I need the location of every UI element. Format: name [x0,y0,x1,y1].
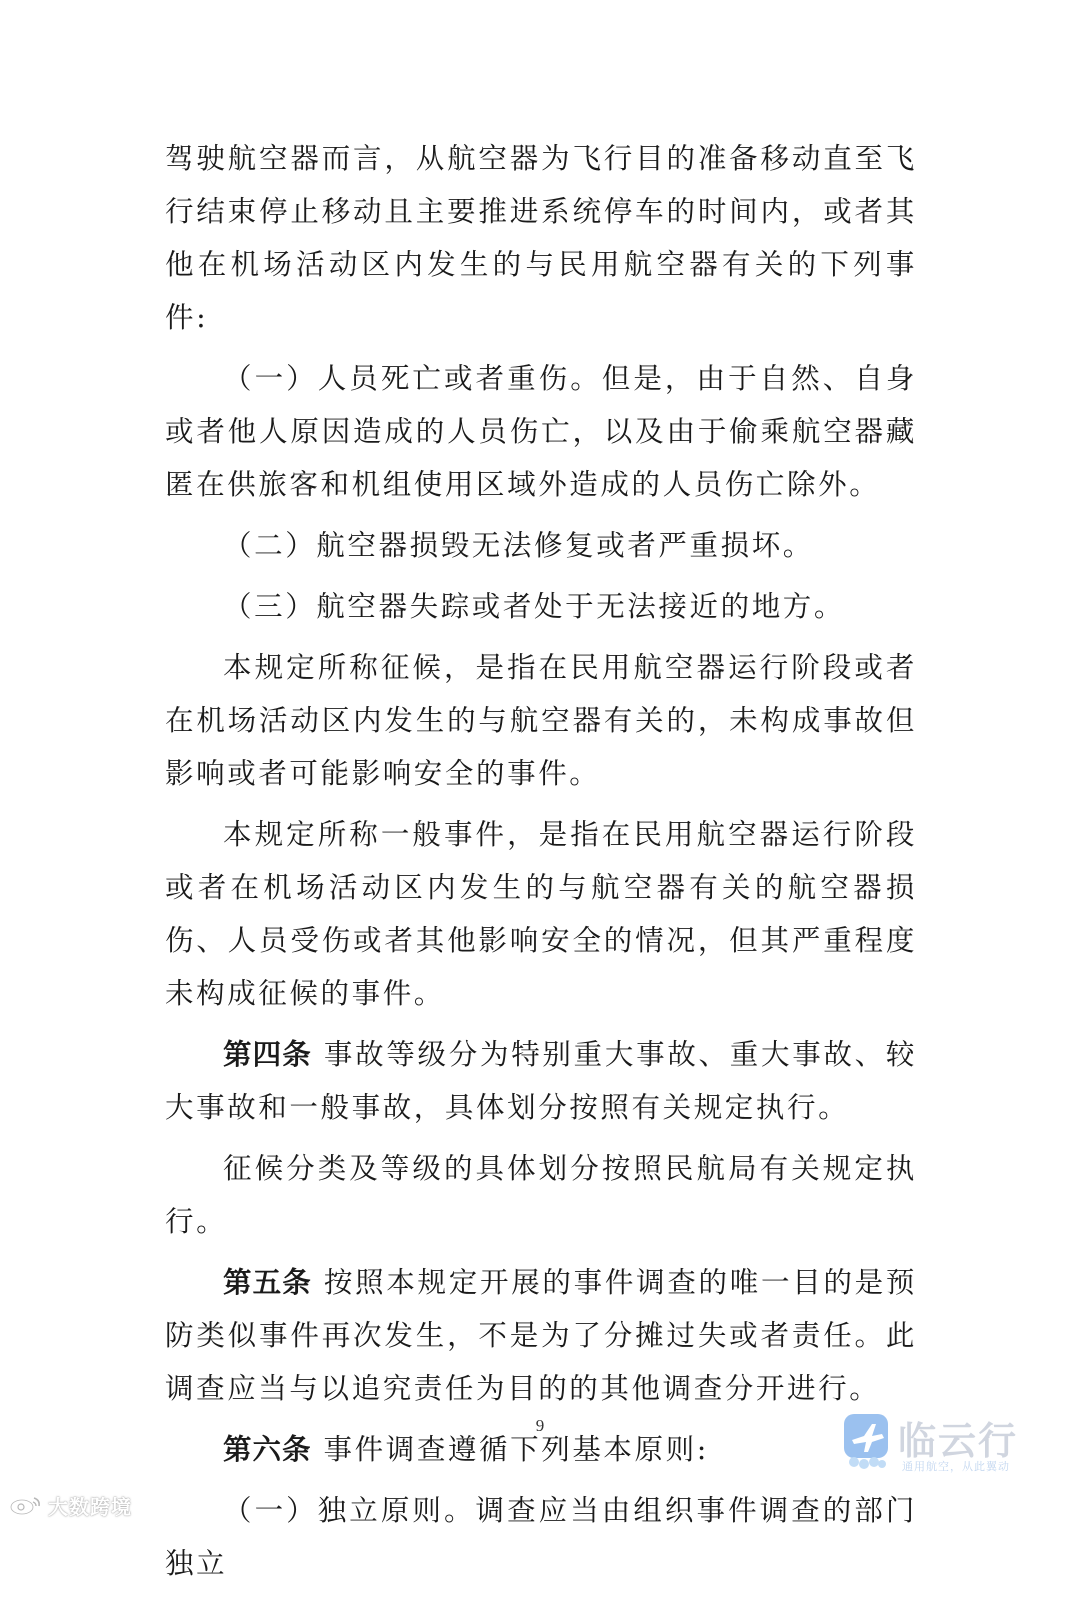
paragraph-6 [165,808,917,1020]
article-4-text: 事故等级分为特别重大事故、重大事故、较大事故和一般事故，具体划分按照有关规定执行。 [165,1038,917,1124]
article-6-text: 事件调查遵循下列基本原则: [323,1433,709,1466]
article-6-label: 第六条 [223,1433,312,1466]
paragraph-8-text: 征候分类及等级的具体划分按照民航局有关规定执行。 [165,1152,917,1238]
watermark-title: 临云行 [898,1419,1019,1463]
paragraph-3 [165,519,917,572]
paragraph-11 [165,1484,917,1590]
watermark-left-text: 大数跨境 [48,1494,132,1519]
page-number: 9 [535,1416,545,1435]
paragraph-4 [165,580,917,633]
paragraph-5 [165,641,917,800]
watermark-dashukuajing [8,1492,132,1518]
paragraph-4-text: （三）航空器失踪或者处于无法接近的地方。 [223,590,846,623]
paragraph-5-text: 本规定所称征候，是指在民用航空器运行阶段或者在机场活动区内发生的与航空器有关的，未构成事故但影响或者可能影响安全的事件。 [165,651,917,790]
watermark-linyunxing [842,1410,1042,1480]
paragraph-2-text: （一）人员死亡或者重伤。但是，由于自然、自身或者他人原因造成的人员伤亡，以及由于偷乘航空器藏匿在供旅客和机组使用区域外造成的人员伤亡除外。 [165,362,917,501]
document-page [165,132,917,1598]
paragraph-8 [165,1142,917,1248]
paragraph-3-text: （二）航空器损毁无法修复或者严重损坏。 [223,529,814,562]
airplane-logo-icon [842,1412,892,1470]
article-5-text: 按照本规定开展的事件调查的唯一目的是预防类似事件再次发生，不是为了分摊过失或者责任。此调查应当与以追究责任为目的的其他调查分开进行。 [165,1266,917,1405]
article-5-label: 第五条 [223,1266,312,1299]
paragraph-1 [165,132,917,344]
paragraph-6-text: 本规定所称一般事件，是指在民用航空器运行阶段或者在机场活动区内发生的与航空器有关的航空器损伤、人员受伤或者其他影响安全的情况，但其严重程度未构成征候的事件。 [165,818,917,1010]
article-4 [165,1028,917,1134]
article-4-label: 第四条 [223,1038,312,1071]
paragraph-1-text: 驾驶航空器而言，从航空器为飞行目的准备移动直至飞行结束停止移动且主要推进系统停车的时间内，或者其他在机场活动区内发生的与民用航空器有关的下列事件: [165,142,917,334]
article-5 [165,1256,917,1415]
paragraph-2 [165,352,917,511]
weibo-logo-icon [8,1494,44,1516]
watermark-subtitle: 通用航空，从此翼动 [902,1460,1010,1473]
paragraph-11-text: （一）独立原则。调查应当由组织事件调查的部门独立 [165,1494,917,1580]
